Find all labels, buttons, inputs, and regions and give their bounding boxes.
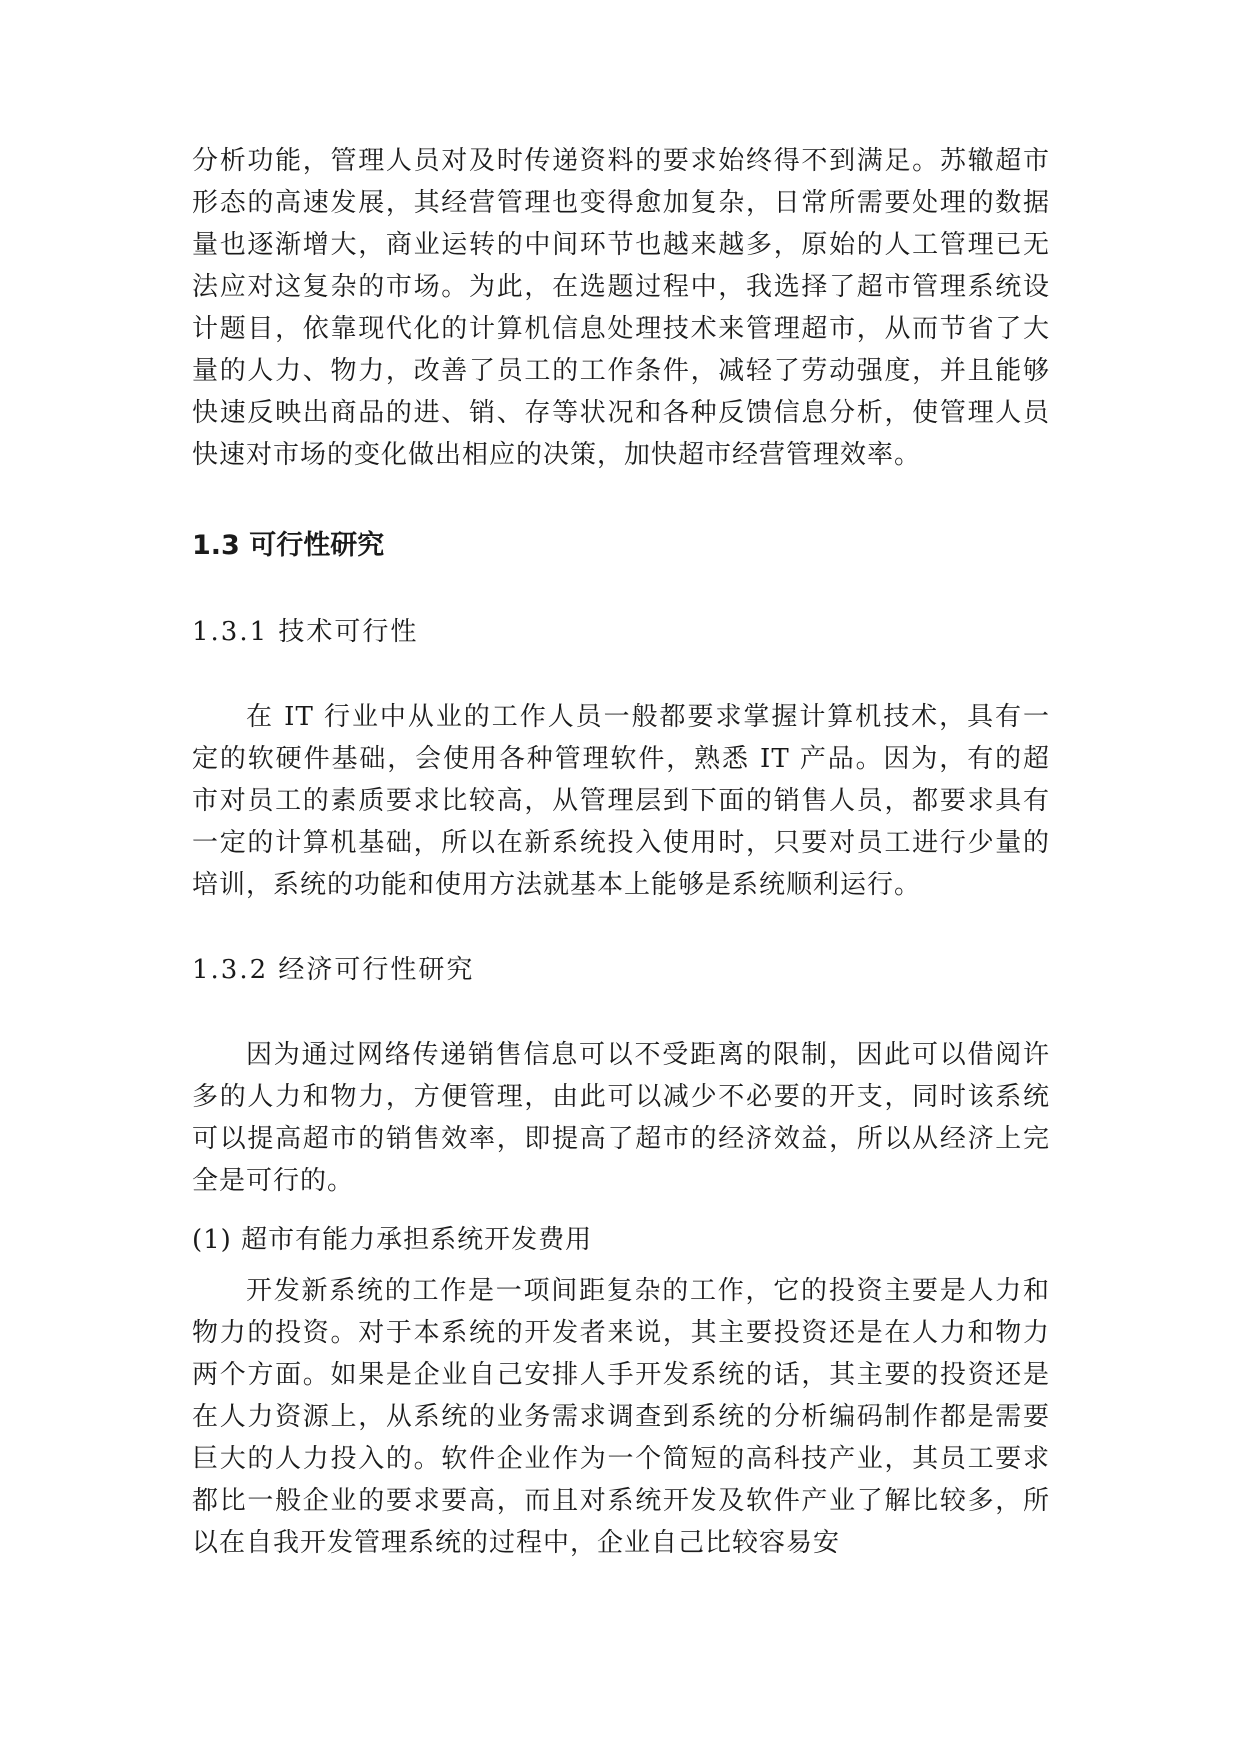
subsection-heading: 1.3.1 技术可行性 bbox=[192, 617, 419, 647]
body-paragraph: 在 IT 行业中从业的工作人员一般都要求掌握计算机技术，具有一定的软硬件基础，会使用各种管理软件，熟悉 IT 产品。因为，有的超市对员工的素质要求比较高，从管理层到下面的销售人员，都要求具有一定的计算机基础，所以在新系统投入使用时，只要对员工进行少量的培训，系统的功能和使用方法就基本上能够是系统顺利运行。 bbox=[192, 702, 1050, 900]
document-page bbox=[192, 140, 1050, 1564]
list-item: (1) 超市有能力承担系统开发费用 bbox=[192, 1225, 593, 1255]
body-paragraph: 开发新系统的工作是一项间距复杂的工作，它的投资主要是人力和物力的投资。对于本系统的开发者来说，其主要投资还是在人力和物力两个方面。如果是企业自己安排人手开发系统的话，其主要的投资还是在人力资源上，从系统的业务需求调查到系统的分析编码制作都是需要巨大的人力投入的。软件企业作为一个简短的高科技产业，其员工要求都比一般企业的要求要高，而且对系统开发及软件产业了解比较多，所以在自我开发管理系统的过程中，企业自己比较容易安 bbox=[192, 1276, 1050, 1558]
subsection-heading: 1.3.2 经济可行性研究 bbox=[192, 955, 475, 985]
body-paragraph: 分析功能，管理人员对及时传递资料的要求始终得不到满足。苏辙超市形态的高速发展，其经营管理也变得愈加复杂，日常所需要处理的数据量也逐渐增大，商业运转的中间环节也越来越多，原始的人工管理已无法应对这复杂的市场。为此，在选题过程中，我选择了超市管理系统设计题目，依靠现代化的计算机信息处理技术来管理超市，从而节省了大量的人力、物力，改善了员工的工作条件，减轻了劳动强度，并且能够快速反映出商品的进、销、存等状况和各种反馈信息分析，使管理人员快速对市场的变化做出相应的决策，加快超市经营管理效率。 bbox=[192, 146, 1050, 470]
section-heading: 1.3 可行性研究 bbox=[192, 530, 385, 561]
body-paragraph: 因为通过网络传递销售信息可以不受距离的限制，因此可以借阅许多的人力和物力，方便管理，由此可以减少不必要的开支，同时该系统可以提高超市的销售效率，即提高了超市的经济效益，所以从经济上完全是可行的。 bbox=[192, 1040, 1050, 1196]
